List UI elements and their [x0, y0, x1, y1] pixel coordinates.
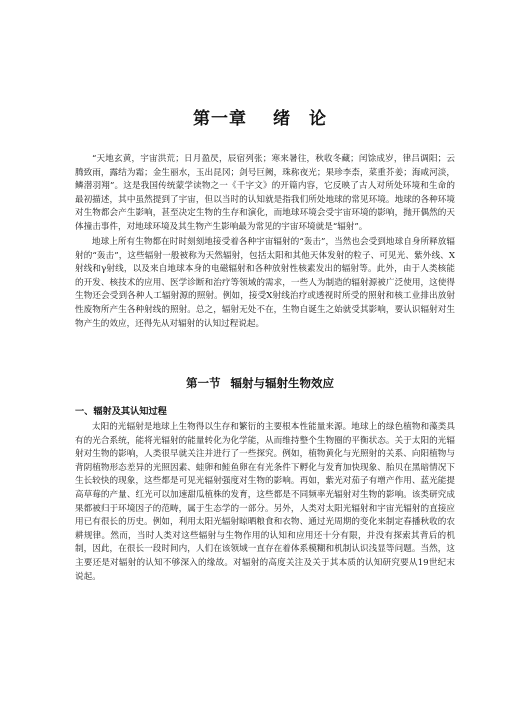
intro-paragraph-2: 地球上所有生物都在时时刻刻地接受着各种宇宙辐射的“轰击”，当然也会受到地球自身所释放辐射的“轰击”，这些辐射一般被称为天然辐射，包括太阳和其他天体发射的粒子、可见光、紫外线、X射线和γ射线，以及来自地球本身的电磁辐射和各种放射性核素发出的辐射等。此外，由于人类核能的开发、核技术的应用、医学诊断和治疗等领域的需求，一些人为制造的辐射源被广泛使用，这使得生物还会受到各种人工辐射源的照射。例如，接受X射线治疗或透视时所受的照射和核工业排出放射性废物所产生各种射线的照射。总之，辐射无处不在，生物自诞生之始就受其影响，要认识辐射对生物产生的效应，还得先从对辐射的认知过程说起。 [75, 237, 455, 329]
intro-paragraph-1: “天地玄黄，宇宙洪荒；日月盈昃，辰宿列张；寒来暑往，秋收冬藏；闰馀成岁，律吕调阳；云腾致雨，露结为霜；金生丽水，玉出昆冈；剑号巨阙，珠称夜光；果珍李柰，菜重芥姜；海咸河淡，鳞潜羽翔”。这是我国传统蒙学读物之一《千字文》的开篇内容，它反映了古人对所处环境和生命的最初描述，其中虽然提到了宇宙，但以当时的认知就是指我们所处地球的常见环境。地球的各种环境对生物都会产生影响，甚至决定生物的生存和演化，而地球环境会受宇宙环境的影响，抛开偶然的天体撞击事件，对地球环境及其生物产生影响最为常见的宇宙环境就是“辐射”。 [75, 154, 455, 232]
section-title [0, 375, 520, 391]
subsection-paragraph-1: 太阳的光辐射是地球上生物得以生存和繁衍的主要根本性能量来源。地球上的绿色植物和藻类具有的光合系统，能将光辐射的能量转化为化学能，从而维持整个生物圈的平衡状态。关于太阳的光辐射对生物的影响，人类很早就关注并进行了一些探究。例如，植物黄化与光照射的关系、向阳植物与背阴植物形态差异的光照因素、蛙卵和鲑鱼卵在有光条件下孵化与发育加快现象、胎贝在黑暗情况下生长较快的现象，这些都是可见光辐射强度对生物的影响。再如，紫光对茄子有增产作用、蓝光能提高草莓的产量、红光可以加速甜瓜植株的发育，这些都是不同频率光辐射对生物的影响。该类研究成果都被归于环境因子的范畴，属于生态学的一部分。另外，人类对太阳光辐射和宇宙光辐射的直接应用已有很长的历史。例如，利用太阳光辐射晾晒粮食和衣物、通过光周期的变化来制定春播秋收的农耕规律。然而，当时人类对这些辐射与生物作用的认知和应用还十分有限，并没有探索其背后的机制，因此，在很长一段时间内，人们在该领域一直存在着体系模糊和机制认识浅显等问题。当然，这主要还是对辐射的认知不够深入的缘故。对辐射的高度关注及关于其本质的认知研究要从19世纪末说起。 [75, 422, 455, 582]
chapter-label: 第一章 [193, 109, 247, 129]
chapter-title-part1: 绪 [273, 109, 291, 129]
section-title-text: 辐射与辐射生物效应 [230, 376, 334, 390]
chapter-title-part2: 论 [309, 109, 327, 129]
section-label: 第一节 [186, 376, 221, 390]
chapter-title [0, 104, 520, 129]
subsection-title: 一、辐射及其认知过程 [75, 406, 167, 417]
